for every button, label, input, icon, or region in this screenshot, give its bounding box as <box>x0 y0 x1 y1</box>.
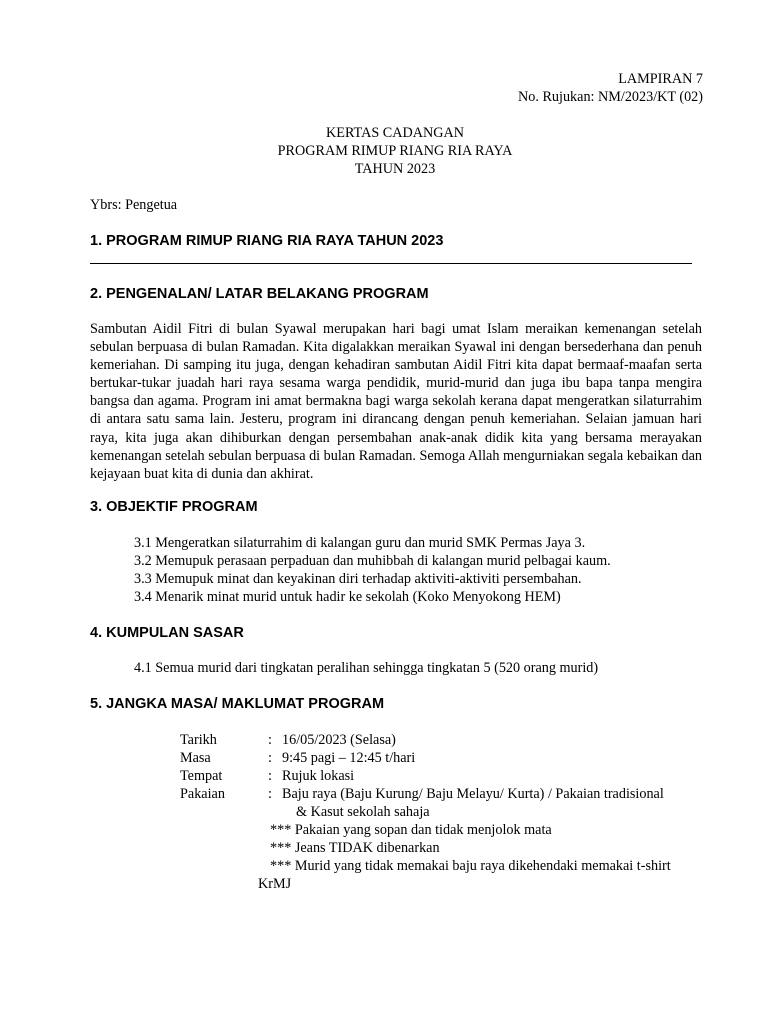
attire-note-3: *** Murid yang tidak memakai baju raya dikehendaki memakai t-shirt <box>270 858 671 874</box>
attire-label: Pakaian <box>180 786 225 802</box>
date-label: Tarikh <box>180 732 217 748</box>
date-value: 16/05/2023 (Selasa) <box>282 732 396 748</box>
section-3-heading: 3. OBJEKTIF PROGRAM <box>90 499 258 515</box>
attire-value-continued: & Kasut sekolah sahaja <box>296 804 430 820</box>
attire-colon: : <box>268 786 272 802</box>
place-colon: : <box>268 768 272 784</box>
time-colon: : <box>268 750 272 766</box>
date-colon: : <box>268 732 272 748</box>
time-value: 9:45 pagi – 12:45 t/hari <box>282 750 416 766</box>
attachment-label: LAMPIRAN 7 <box>618 71 703 87</box>
section-1-heading: 1. PROGRAM RIMUP RIANG RIA RAYA TAHUN 2023 <box>90 233 444 249</box>
title-line-1: KERTAS CADANGAN <box>326 125 464 141</box>
title-line-3: TAHUN 2023 <box>354 161 436 177</box>
attire-value: Baju raya (Baju Kurung/ Baju Melayu/ Kurta) / Pakaian tradisional <box>282 786 664 802</box>
objective-item: 3.1 Mengeratkan silaturrahim di kalangan guru dan murid SMK Permas Jaya 3. <box>134 535 586 551</box>
introduction-paragraph: Sambutan Aidil Fitri di bulan Syawal merupakan hari bagi umat Islam meraikan kemenangan setelah sebulan berpuasa di bulan Ramadan. Kita digalakkan meraikan Syawal ini dengan bersederhana dan penuh kemeriahan. Di samping itu juga, dengan kehadiran sambutan Aidil Fitri kita dapat bermaaf-maafan serta bertukar-tukar juadah hari raya sesama warga pendidik, murid-murid dan juga ibu bapa tanpa mengira bangsa dan agama. Program ini amat bermakna bagi warga sekolah kerana dapat mengeratkan silaturrahim di antara satu sama lain. Jesteru, program ini dirancang dengan penuh kemeriahan. Selaian jamuan hari raya, kita juga akan dihiburkan dengan persembahan anak-anak didik kita yang bersama merayakan kemenangan setelah sebulan berpuasa di bulan Ramadan. Semoga Allah mengurniakan segala kebaikan dan kejayaan buat kita di dunia dan akhirat. <box>90 321 702 482</box>
horizontal-divider <box>90 263 692 264</box>
objective-item: 3.3 Memupuk minat dan keyakinan diri terhadap aktiviti-aktiviti persembahan. <box>134 571 582 587</box>
objective-item: 3.4 Menarik minat murid untuk hadir ke sekolah (Koko Menyokong HEM) <box>134 589 561 605</box>
reference-number: No. Rujukan: NM/2023/KT (02) <box>518 89 703 105</box>
place-label: Tempat <box>180 768 223 784</box>
attire-note-3-continued: KrMJ <box>258 876 292 892</box>
addressee: Ybrs: Pengetua <box>90 197 178 213</box>
attire-note-1: *** Pakaian yang sopan dan tidak menjolok mata <box>270 822 552 838</box>
objective-item: 3.2 Memupuk perasaan perpaduan dan muhibbah di kalangan murid pelbagai kaum. <box>134 553 611 569</box>
attire-note-2: *** Jeans TIDAK dibenarkan <box>270 840 440 856</box>
time-label: Masa <box>180 750 211 766</box>
section-4-heading: 4. KUMPULAN SASAR <box>90 625 244 641</box>
section-2-heading: 2. PENGENALAN/ LATAR BELAKANG PROGRAM <box>90 286 429 302</box>
section-5-heading: 5. JANGKA MASA/ MAKLUMAT PROGRAM <box>90 696 385 712</box>
place-value: Rujuk lokasi <box>282 768 355 784</box>
target-group-item: 4.1 Semua murid dari tingkatan peralihan sehingga tingkatan 5 (520 orang murid) <box>134 660 599 676</box>
title-line-2: PROGRAM RIMUP RIANG RIA RAYA <box>277 143 513 159</box>
